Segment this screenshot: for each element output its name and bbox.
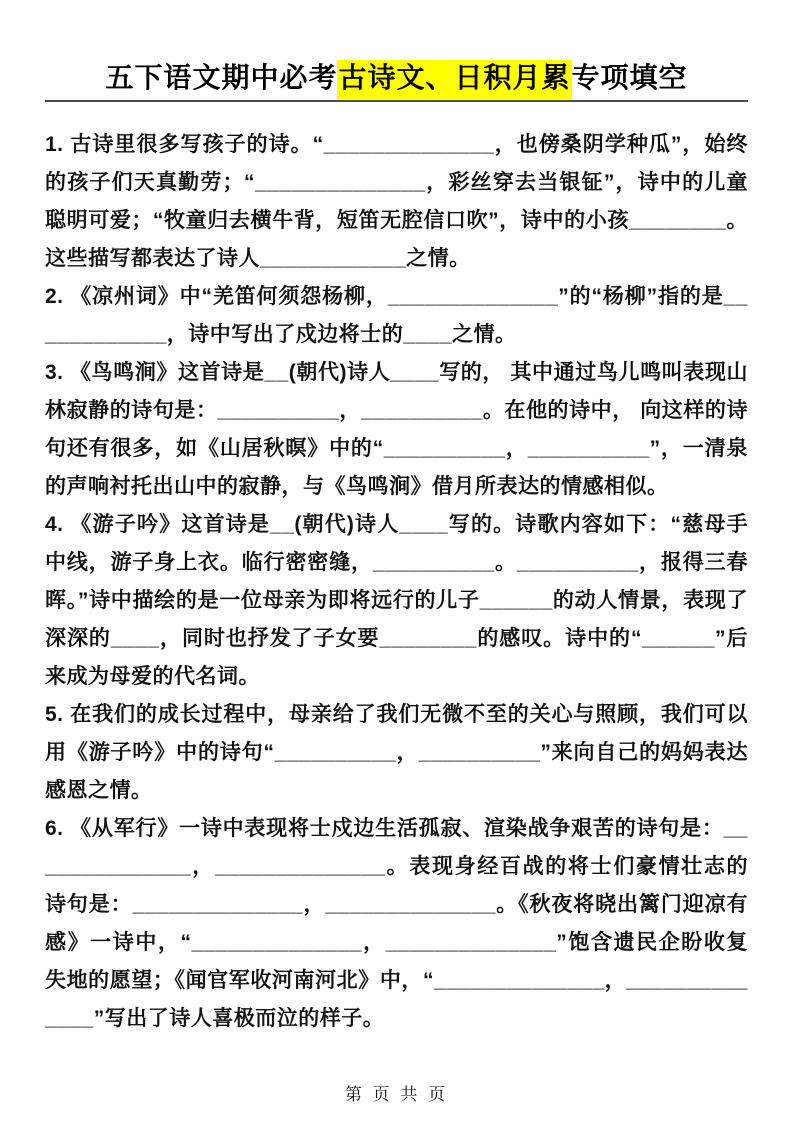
- question-5: 5. 在我们的成长过程中，母亲给了我们无微不至的关心与照顾，我们可以用《游子吟》中的诗句“__________，__________”来向自己的妈妈表达感恩之情。: [45, 703, 748, 802]
- title-highlight: 古诗文、日积月累: [337, 60, 571, 99]
- question-3: 3. 《鸟鸣涧》这首诗是__(朝代)诗人____写的， 其中通过鸟儿鸣叫表现山林寂静的诗句是：__________，__________。在他的诗中， 向这样的诗句还有很多，如《山居秋暝》中的“__________，__________”，一清泉的声响衬托出山中的寂静，与《鸟鸣涧》借月所表达的情感相似。: [45, 361, 748, 498]
- question-list: [45, 126, 748, 1038]
- title-prefix: 五下语文期中必考: [105, 62, 338, 93]
- question-6: 6. 《从军行》一诗中表现将士戍边生活孤寂、渲染战争艰苦的诗句是：______________，______________。表现身经百战的将士们豪情壮志的诗句是：______________，______________。《秋夜将晓出篱门迎凉有感》一诗中，“______________，______________”饱含遗民企盼收复失地的愿望；《闻官军收河南河北》中，“______________，______________”写出了诗人喜极而泣的样子。: [45, 817, 748, 1030]
- page-footer: 第 页 共 页: [344, 1085, 449, 1104]
- title-suffix: 专项填空: [571, 62, 688, 93]
- question-1: 1. 古诗里很多写孩子的诗。“______________，也傍桑阴学种瓜”，始终的孩子们天真勤劳；“______________，彩丝穿去当银钲”，诗中的儿童聪明可爱；“牧童归去横牛背，短笛无腔信口吹”，诗中的小孩________。这些描写都表达了诗人____________之情。: [45, 133, 748, 270]
- question-2: 2. 《凉州词》中“羌笛何须怨杨柳，______________”的“杨柳”指的是____________，诗中写出了戍边将士的____之情。: [45, 285, 748, 346]
- title-divider: [45, 100, 748, 102]
- page-title: [0, 0, 793, 96]
- question-4: 4. 《游子吟》这首诗是__(朝代)诗人____写的。诗歌内容如下：“慈母手中线，游子身上衣。临行密密缝，__________。__________，报得三春晖。”诗中描绘的是一位母亲为即将远行的儿子______的动人情景，表现了深深的____，同时也抒发了子女要________的感叹。诗中的“______”后来成为母爱的代名词。: [45, 513, 748, 688]
